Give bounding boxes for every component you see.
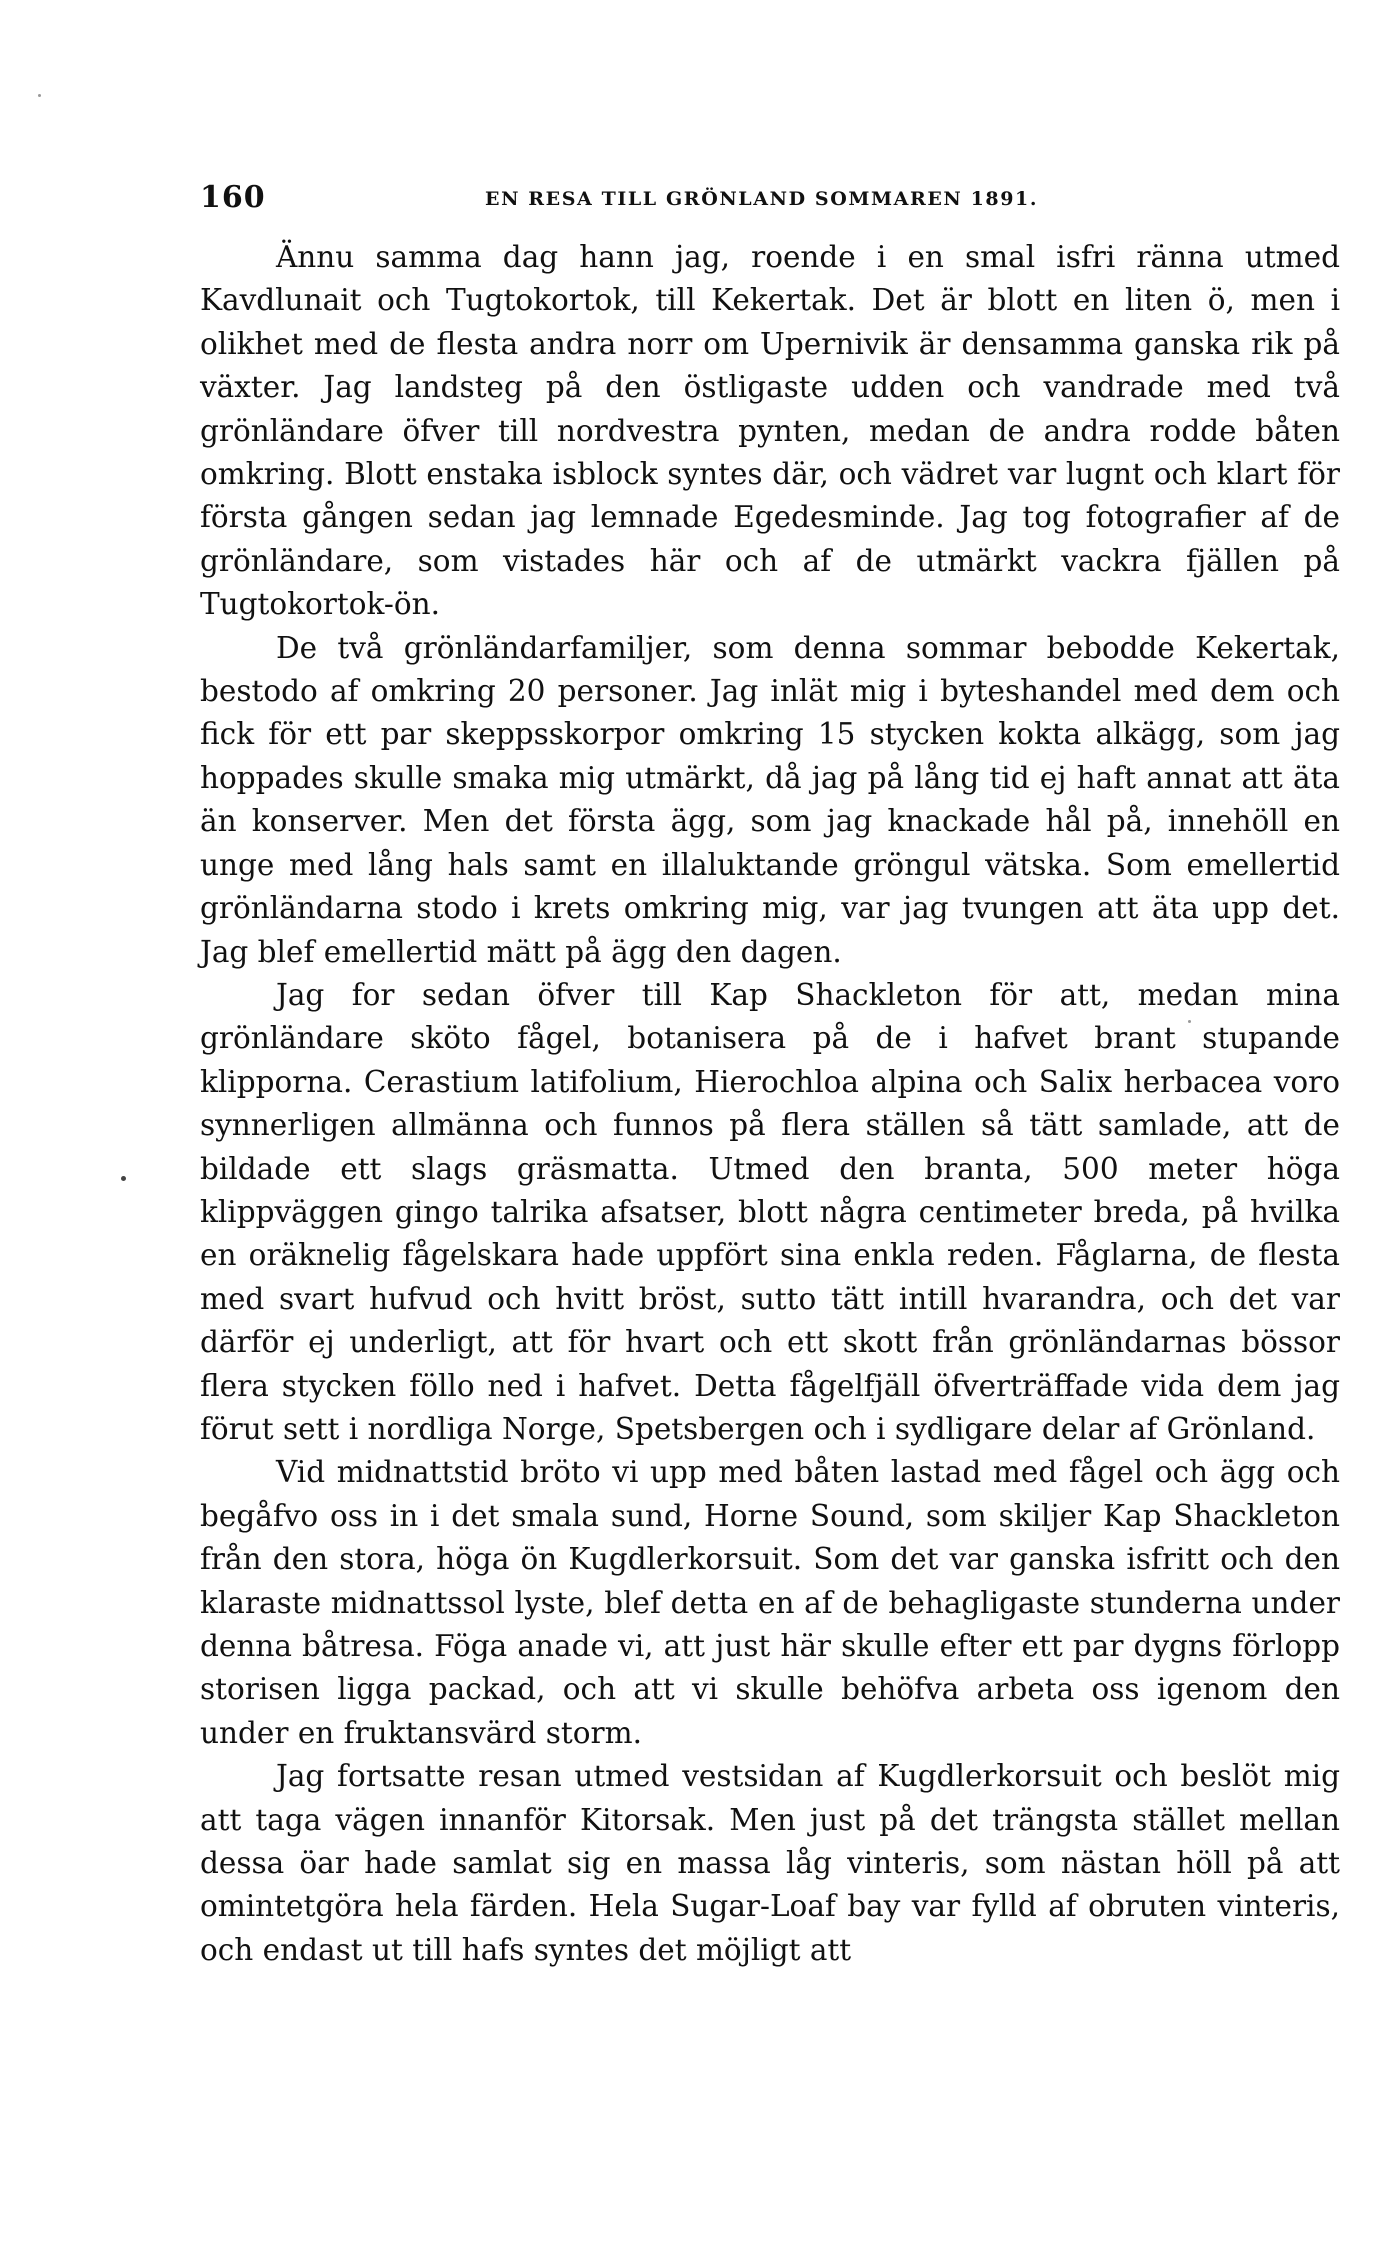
paragraph: Jag for sedan öfver till Kap Shackleton för att, medan mina grönländare sköto fågel, botanisera på de i hafvet brant stupande klipporna. Cerastium latifolium, Hierochloa alpina och Salix herbacea voro synnerligen allmänna och funnos på flera ställen så tätt samlade, att de bildade ett slags gräsmatta. Utmed den branta, 500 meter höga klippväggen gingo talrika afsatser, blott några centimeter breda, på hvilka en oräknelig fågelskara hade uppfört sina enkla reden. Fåglarna, de flesta med svart hufvud och hvitt bröst, sutto tätt intill hvarandra, och det var därför ej underligt, att för hvart och ett skott från grönländarnas bössor flera stycken föllo ned i hafvet. Detta fågelfjäll öfverträffade vida dem jag förut sett i nordliga Norge, Spetsbergen och i sydligare delar af Grönland.	[200, 977, 1340, 1446]
paragraph: Jag fortsatte resan utmed vestsidan af Kugdlerkorsuit och beslöt mig att taga vägen innanför Kitorsak. Men just på det trängsta stället mellan dessa öar hade samlat sig en massa låg vinteris, som nästan höll på att omintetgöra hela färden. Hela Sugar-Loaf bay var fylld af obruten vinteris, och endast ut till hafs syntes det möjligt att	[200, 1759, 1340, 1967]
paper-speck	[38, 94, 41, 97]
running-title: EN RESA TILL GRÖNLAND SOMMAREN 1891.	[485, 188, 1039, 210]
page-number: 160	[200, 180, 266, 215]
paragraph: Ännu samma dag hann jag, roende i en smal isfri ränna utmed Kavdlunait och Tugtokortok, till Kekertak. Det är blott en liten ö, men i olikhet med de flesta andra norr om Upernivik är densamma ganska rik på växter. Jag landsteg på den östligaste udden och vandrade med två grönländare öfver till nordvestra pynten, medan de andra rodde båten omkring. Blott enstaka isblock syntes där, och vädret var lugnt och klart för första gången sedan jag lemnade Egedesminde. Jag tog fotografier af de grönländare, som vistades här och af de utmärkt vackra fjällen på Tugtokortok-ön.	[200, 240, 1340, 622]
paragraph: Vid midnattstid bröto vi upp med båten lastad med fågel och ägg och begåfvo oss in i det smala sund, Horne Sound, som skiljer Kap Shackleton från den stora, höga ön Kugdlerkorsuit. Som det var ganska isfritt och den klaraste midnattssol lyste, blef detta en af de behagligaste stunderna under denna båtresa. Föga anade vi, att just här skulle efter ett par dygns förlopp storisen ligga packad, och att vi skulle behöfva arbeta oss igenom den under en fruktansvärd storm.	[200, 1455, 1340, 1750]
margin-mark	[121, 1176, 126, 1181]
paragraph: De två grönländarfamiljer, som denna sommar bebodde Kekertak, bestodo af omkring 20 personer. Jag inlät mig i byteshandel med dem och fick för ett par skeppsskorpor omkring 15 stycken kokta alkägg, som jag hoppades skulle smaka mig utmärkt, då jag på lång tid ej haft annat att äta än konserver. Men det första ägg, som jag knackade hål på, innehöll en unge med lång hals samt en illaluktande gröngul vätska. Som emellertid grönländarna stodo i krets omkring mig, var jag tvungen att äta upp det. Jag blef emellertid mätt på ägg den dagen.	[200, 630, 1340, 969]
running-head	[200, 178, 1340, 218]
body-text	[200, 236, 1340, 1972]
